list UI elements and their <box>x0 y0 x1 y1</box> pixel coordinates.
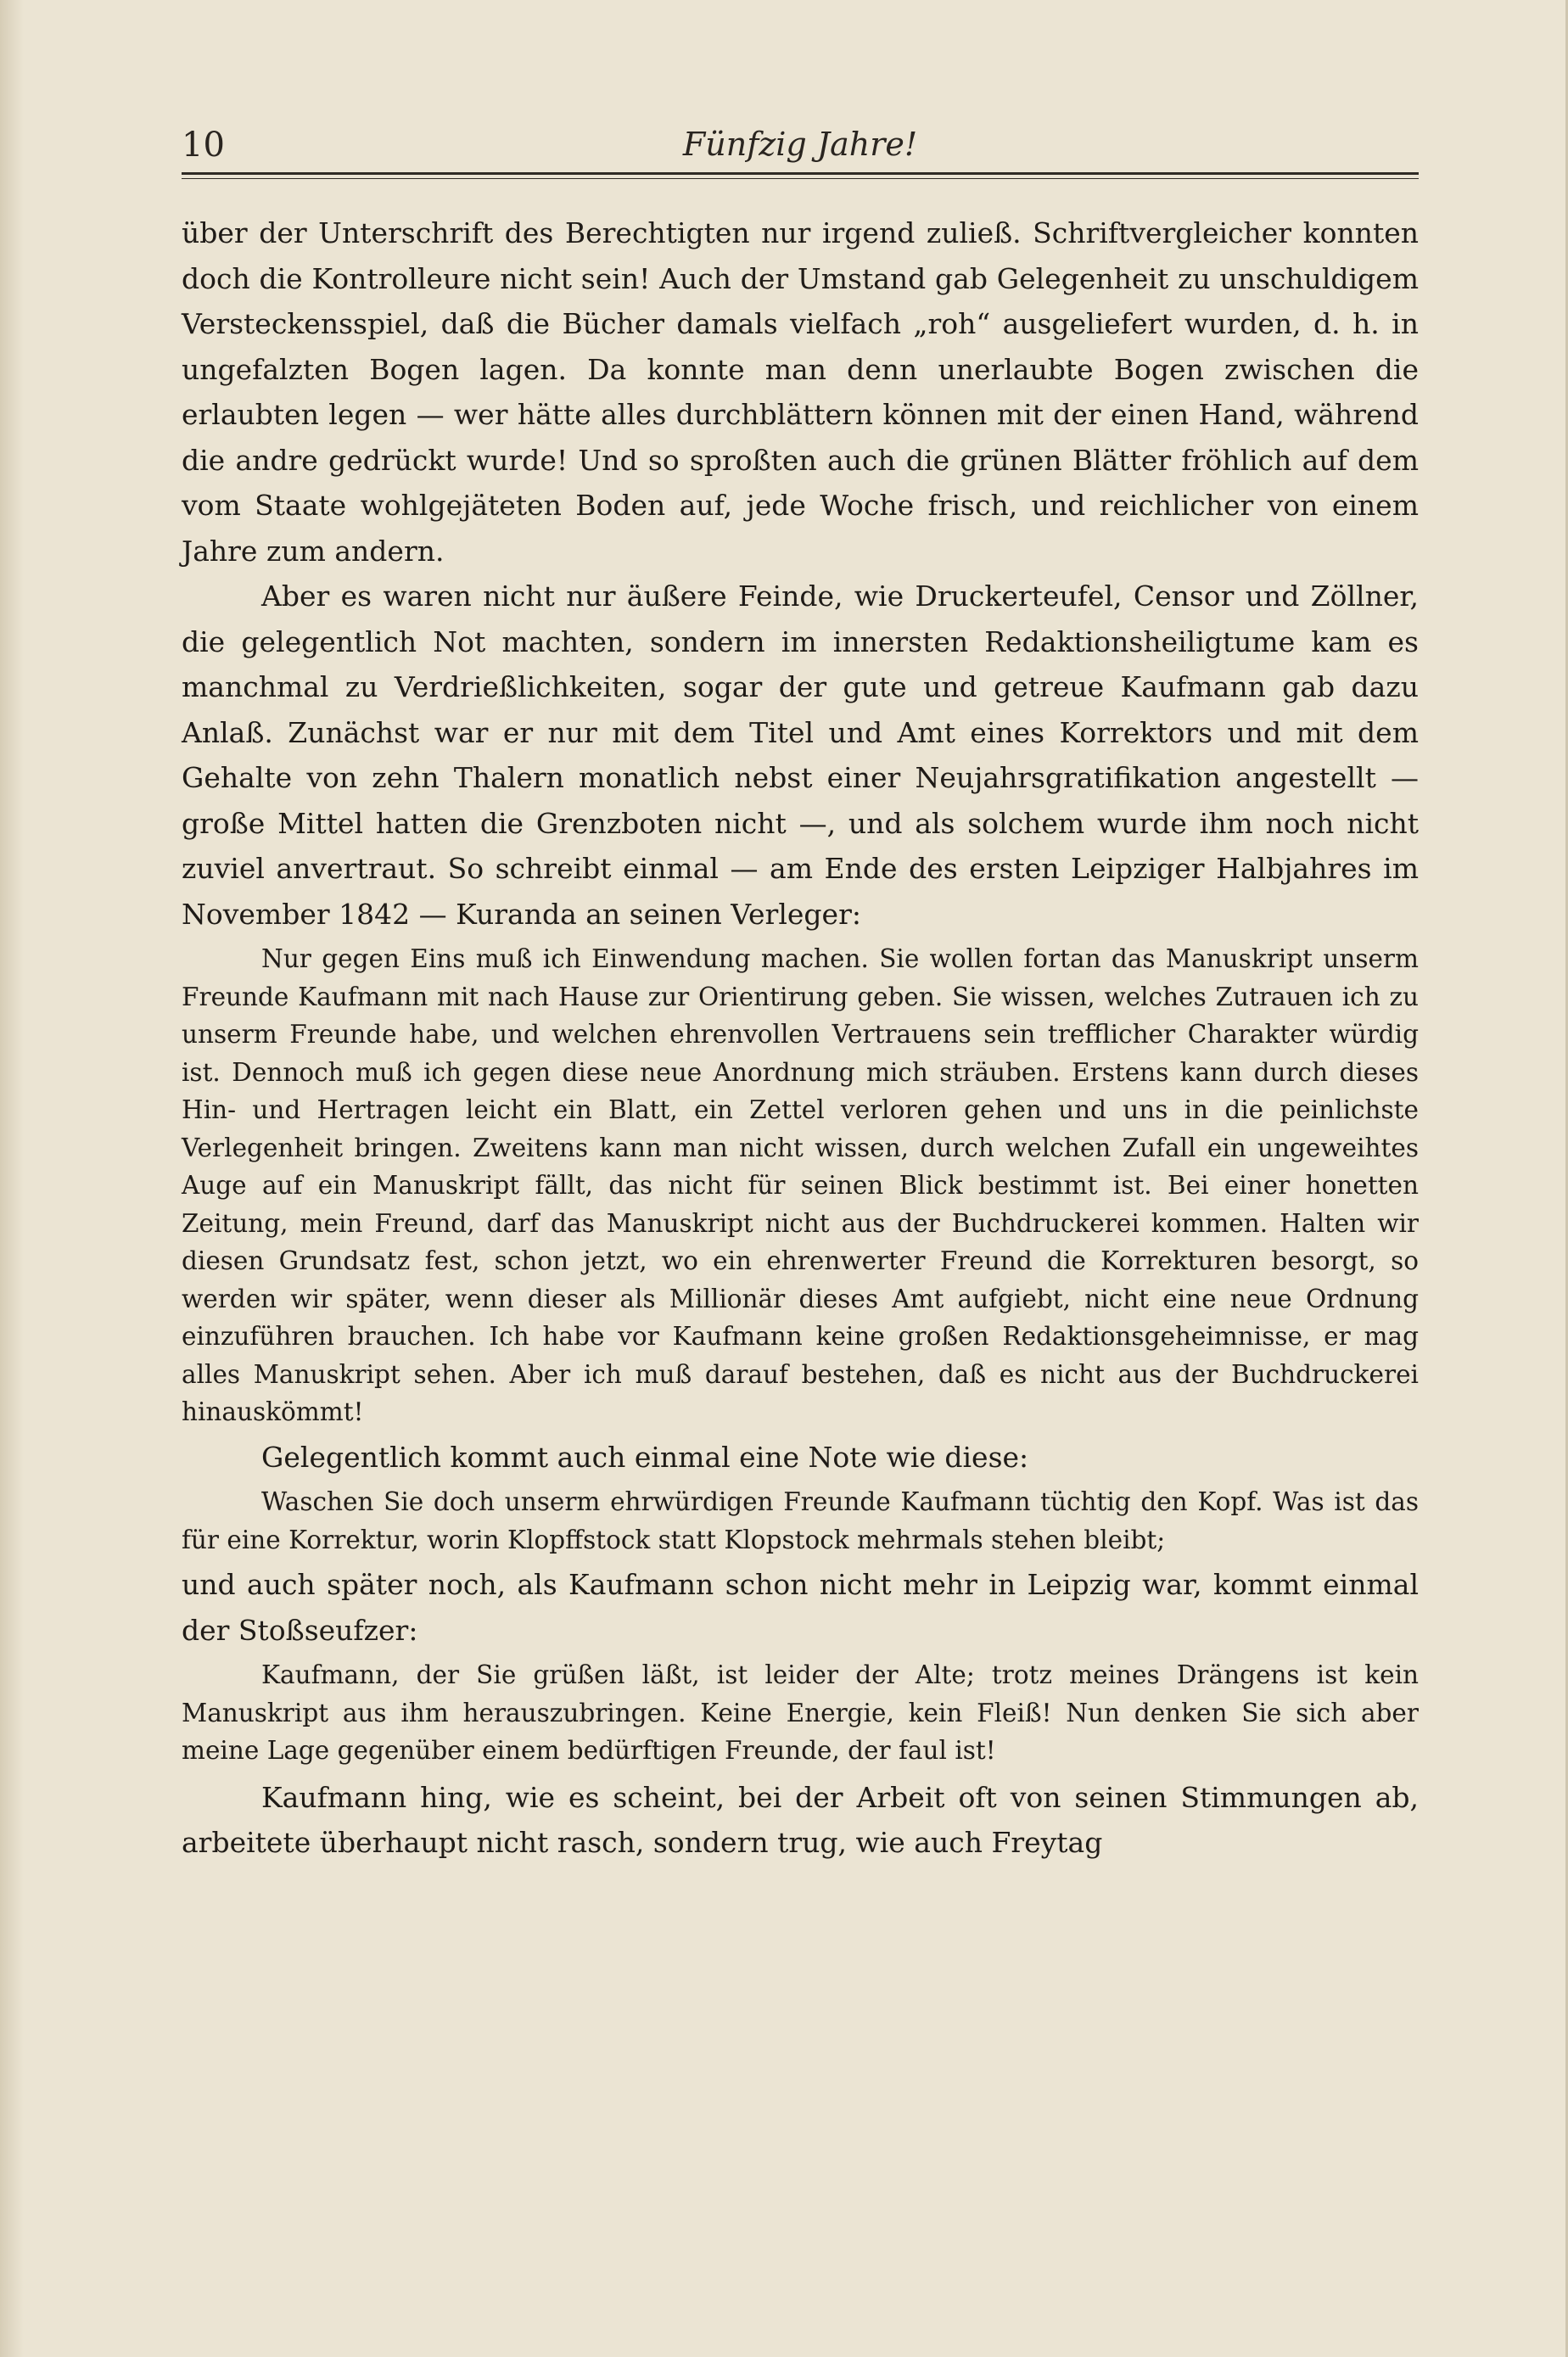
paragraph: und auch später noch, als Kaufmann schon nicht mehr in Leipzig war, kommt einmal der Stoßseufzer: <box>182 1568 1419 1647</box>
page-gutter-shadow <box>0 0 24 2357</box>
paragraph: Kaufmann hing, wie es scheint, bei der Arbeit oft von seinen Stimmungen ab, arbeitete überhaupt nicht rasch, sondern trug, wie auch Freytag <box>182 1780 1419 1859</box>
paragraph: Aber es waren nicht nur äußere Feinde, wie Druckerteufel, Censor und Zöllner, die gelegentlich Not machten, sondern im innersten Redaktionsheiligtume kam es manchmal zu Verdrießlichkeiten, sogar der gute und getreue Kaufmann gab dazu Anlaß. Zunächst war er nur mit dem Titel und Amt eines Korrektors und mit dem Gehalte von zehn Thalern monatlich nebst einer Neujahrsgratifikation angestellt — große Mittel hatten die Grenzboten nicht —, und als solchem wurde ihm noch nicht zuviel anvertraut. So schreibt einmal — am Ende des ersten Leipziger Halbjahres im November 1842 — Kuranda an seinen Verleger: <box>182 579 1419 931</box>
header-rule-thin <box>182 178 1419 179</box>
block-quote: Nur gegen Eins muß ich Einwendung machen. Sie wollen fortan das Manuskript unserm Freunde Kaufmann mit nach Hause zur Orientirung geben. Sie wissen, welches Zutrauen ich zu unserm Freunde habe, und welchen ehrenvollen Vertrauens sein trefflicher Charakter würdig ist. Dennoch muß ich gegen diese neue Anordnung mich sträuben. Erstens kann durch dieses Hin- und Hertragen leicht ein Blatt, ein Zettel verloren gehen und uns in die peinlichste Verlegenheit bringen. Zweitens kann man nicht wissen, durch welchen Zufall ein ungeweihtes Auge auf ein Manuskript fällt, das nicht für seinen Blick bestimmt ist. Bei einer honetten Zeitung, mein Freund, darf das Manuskript nicht aus der Buchdruckerei kommen. Halten wir diesen Grundsatz fest, schon jetzt, wo ein ehrenwerter Freund die Korrekturen besorgt, so werden wir später, wenn dieser als Millionär dieses Amt aufgiebt, nicht eine neue Ordnung einzuführen brauchen. Ich habe vor Kaufmann keine großen Redaktionsgeheimnisse, er mag alles Manuskript sehen. Aber ich muß darauf bestehen, daß es nicht aus der Buchdruckerei hinauskömmt! <box>182 944 1419 1426</box>
block-quote: Waschen Sie doch unserm ehrwürdigen Freunde Kaufmann tüchtig den Kopf. Was ist das für eine Korrektur, worin Klopffstock statt Klopstock mehrmals stehen bleibt; <box>182 1487 1419 1554</box>
page-body <box>182 210 1419 1866</box>
page-number: 10 <box>182 126 225 165</box>
paragraph: über der Unterschrift des Berechtigten nur irgend zuließ. Schriftvergleicher konnten doch die Kontrolleure nicht sein! Auch der Umstand gab Gelegenheit zu unschuldigem Versteckensspiel, daß die Bücher damals vielfach „roh“ ausgeliefert wurden, d. h. in ungefalzten Bogen lagen. Da konnte man denn unerlaubte Bogen zwischen die erlaubten legen — wer hätte alles durchblättern können mit der einen Hand, während die andre gedrückt wurde! Und so sproßten auch die grünen Blätter fröhlich auf dem vom Staate wohlgejäteten Boden auf, jede Woche frisch, und reichlicher von einem Jahre zum andern. <box>182 216 1419 568</box>
block-quote: Kaufmann, der Sie grüßen läßt, ist leider der Alte; trotz meines Drängens ist kein Manuskript aus ihm herauszubringen. Keine Energie, kein Fleiß! Nun denken Sie sich aber meine Lage gegenüber einem bedürftigen Freunde, der faul ist! <box>182 1660 1419 1765</box>
running-title: Fünfzig Jahre! <box>682 126 918 163</box>
page-header <box>182 119 1419 178</box>
header-rule-thick <box>182 172 1419 175</box>
paragraph: Gelegentlich kommt auch einmal eine Note wie diese: <box>261 1440 1029 1474</box>
